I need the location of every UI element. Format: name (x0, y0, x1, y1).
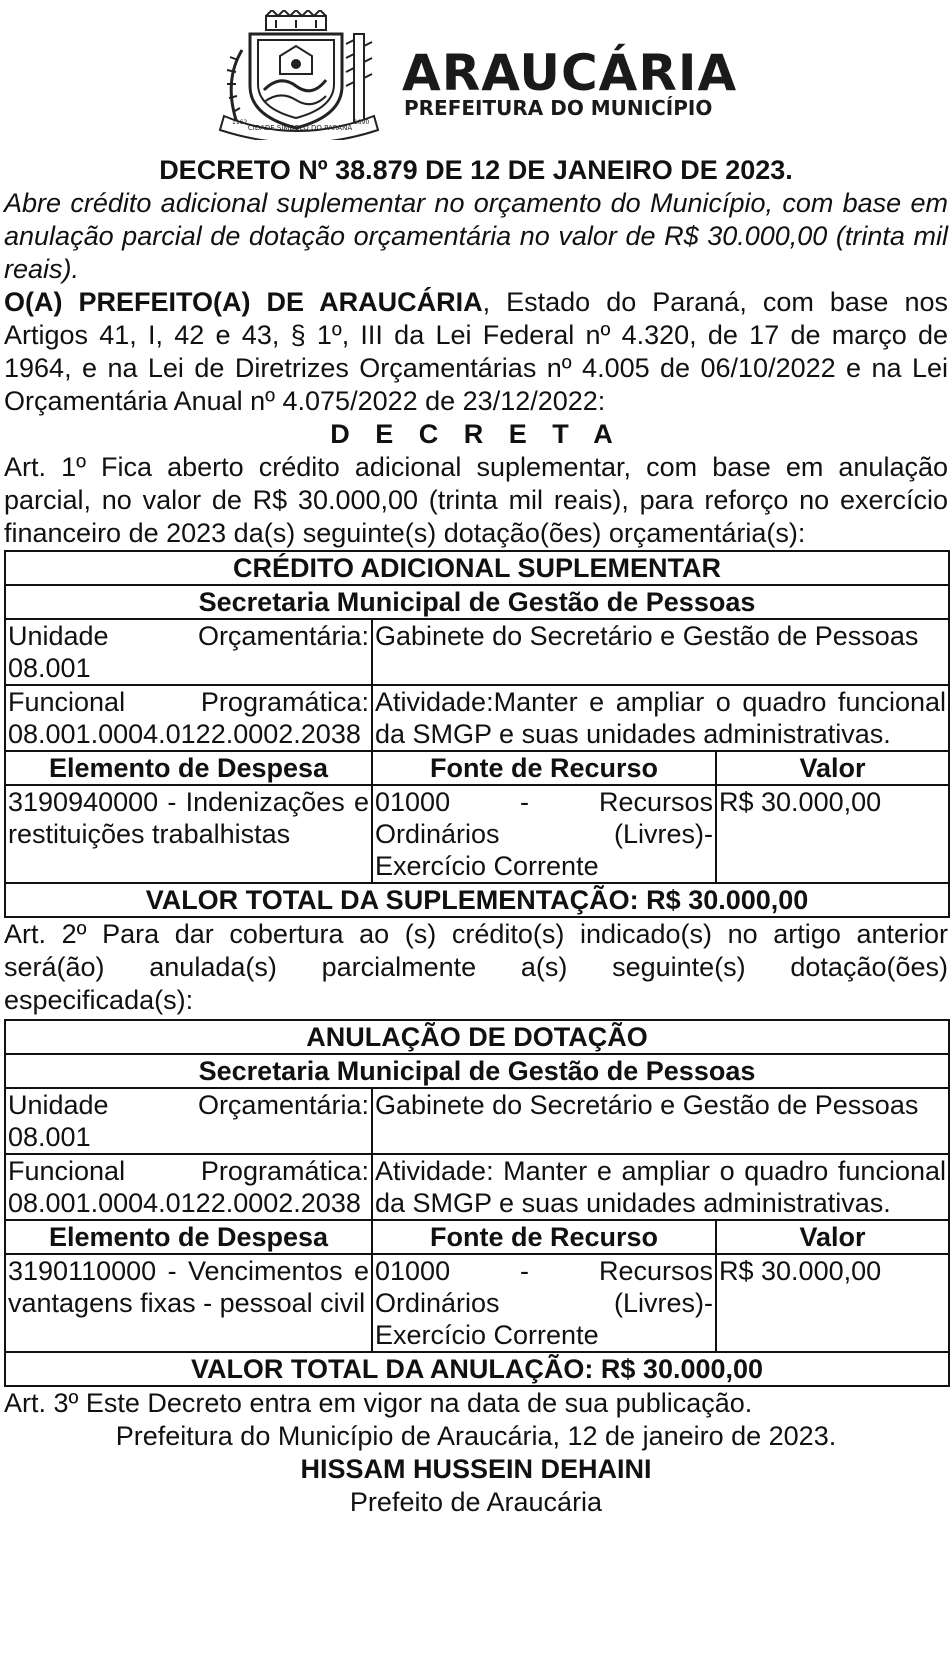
coat-of-arms-logo (214, 10, 389, 140)
unidade-label-cell (5, 1088, 372, 1154)
annulment-table (4, 1019, 950, 1387)
preamble-lead: O(A) PREFEITO(A) DE ARAUCÁRIA (4, 287, 483, 317)
col-header-fonte: Fonte de Recurso (372, 751, 716, 785)
unidade-label-cell (5, 619, 372, 685)
unidade-label-b: Orçamentária: (197, 621, 369, 651)
funcional-label: Funcional (8, 687, 126, 717)
unidade-label: Unidade (8, 1090, 109, 1120)
col-header-valor: Valor (716, 751, 949, 785)
crest-banner-text: CIDADE SÍMBOLO DO PARANÁ (247, 124, 353, 132)
funcional-code: 08.001.0004.0122.0002.2038 (8, 1188, 361, 1218)
funcional-label: Funcional (8, 1156, 126, 1186)
funcional-value: Atividade: Manter e ampliar o quadro funcional da SMGP e suas unidades administrativas. (372, 1154, 949, 1220)
brand-name: ARAUCÁRIA (402, 44, 738, 102)
decree-title: DECRETO Nº 38.879 DE 12 DE JANEIRO DE 2023. (159, 155, 793, 185)
supplementary-credit-table (4, 550, 950, 918)
decreta-heading: D E C R E T A (330, 419, 622, 449)
unidade-code: 08.001 (8, 1122, 91, 1152)
elemento-cell: 3190940000 - Indenizações e restituições trabalhistas (5, 785, 372, 883)
table-title: CRÉDITO ADICIONAL SUPLEMENTAR (5, 551, 949, 585)
funcional-label-cell (5, 685, 372, 751)
valor-cell: R$ 30.000,00 (716, 785, 949, 883)
crest-year-left: 1162 (232, 119, 248, 126)
place-date: Prefeitura do Município de Araucária, 12 de janeiro de 2023. (115, 1421, 837, 1451)
unidade-label-b: Orçamentária: (197, 1090, 369, 1120)
brand-subtitle: PREFEITURA DO MUNICÍPIO (404, 96, 713, 120)
funcional-value: Atividade:Manter e ampliar o quadro funcional da SMGP e suas unidades administrativas. (372, 685, 949, 751)
funcional-label-b: Programática: (200, 687, 369, 717)
brand (402, 44, 738, 120)
elemento-cell: 3190110000 - Vencimentos e vantagens fixas - pessoal civil (5, 1254, 372, 1352)
funcional-label-cell (5, 1154, 372, 1220)
table-total: VALOR TOTAL DA SUPLEMENTAÇÃO: R$ 30.000,00 (5, 883, 949, 917)
col-header-fonte: Fonte de Recurso (372, 1220, 716, 1254)
col-header-valor: Valor (716, 1220, 949, 1254)
funcional-code: 08.001.0004.0122.0002.2038 (8, 719, 361, 749)
letterhead (4, 0, 948, 148)
crest-year-right: 1890 (354, 119, 370, 126)
funcional-label-b: Programática: (200, 1156, 369, 1186)
unidade-value: Gabinete do Secretário e Gestão de Pessoas (372, 619, 949, 685)
table-secretaria: Secretaria Municipal de Gestão de Pessoas (5, 585, 949, 619)
col-header-elemento: Elemento de Despesa (5, 1220, 372, 1254)
article-3: Art. 3º Este Decreto entra em vigor na data de sua publicação. (4, 1388, 753, 1418)
signer-title: Prefeito de Araucária (349, 1487, 603, 1517)
valor-cell: R$ 30.000,00 (716, 1254, 949, 1352)
fonte-cell: 01000 - Recursos Ordinários (Livres)- Exercício Corrente (372, 1254, 716, 1352)
table-secretaria: Secretaria Municipal de Gestão de Pessoas (5, 1054, 949, 1088)
article-2: Art. 2º Para dar cobertura ao (s) crédito(s) indicado(s) no artigo anterior será(ão) anulada(s) parcialmente a(s) seguinte(s) dotação(ões) especificada(s): (4, 919, 948, 1015)
table-total: VALOR TOTAL DA ANULAÇÃO: R$ 30.000,00 (5, 1352, 949, 1386)
fonte-cell: 01000 - Recursos Ordinários (Livres)- Exercício Corrente (372, 785, 716, 883)
unidade-label: Unidade (8, 621, 109, 651)
table-title: ANULAÇÃO DE DOTAÇÃO (5, 1020, 949, 1054)
col-header-elemento: Elemento de Despesa (5, 751, 372, 785)
preamble (4, 286, 948, 418)
unidade-value: Gabinete do Secretário e Gestão de Pessoas (372, 1088, 949, 1154)
signer-name: HISSAM HUSSEIN DEHAINI (300, 1454, 652, 1484)
preamble-text: , Estado do Paraná, com base nos Artigos 41, I, 42 e 43, § 1º, III da Lei Federal nº 4.320, de 17 de março de 1964, e na Lei de Diretrizes Orçamentárias nº 4.005 de 06/10/2022 e na Lei Orçamentária Anual nº 4.075/2022 de 23/12/2022: (4, 287, 948, 416)
unidade-code: 08.001 (8, 653, 91, 683)
article-1: Art. 1º Fica aberto crédito adicional suplementar, com base em anulação parcial, no valor de R$ 30.000,00 (trinta mil reais), para reforço no exercício financeiro de 2023 da(s) seguinte(s) dotação(ões) orçamentária(s): (4, 452, 948, 548)
decree-summary: Abre crédito adicional suplementar no orçamento do Município, com base em anulação parcial de dotação orçamentária no valor de R$ 30.000,00 (trinta mil reais). (4, 188, 948, 284)
